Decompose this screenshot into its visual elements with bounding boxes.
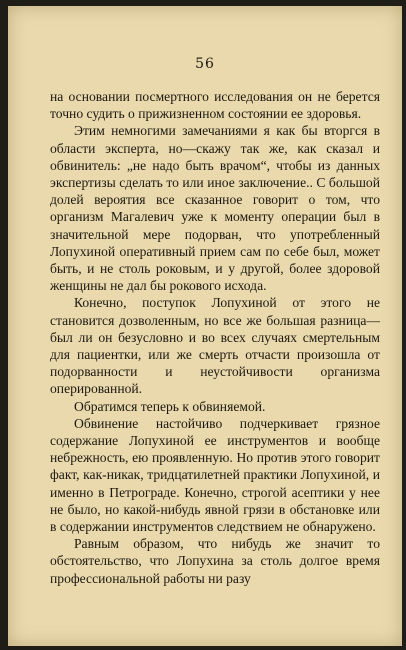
book-page [8,6,402,646]
body-text [50,88,380,587]
paragraph-1: на основании посмертного исследования он не берется точно судить о прижизненном состоянии ее здоровья. [50,89,380,122]
paragraph-3: Конечно, поступок Лопухиной от этого не становится дозволенным, но все же большая разница—был ли он безусловно и во всех случаях смертельным для пациентки, или же смерть отчасти произошла от подорванности и неустойчивости организма оперированной. [50,295,380,397]
paragraph-4: Обратимся теперь к обвиняемой. [74,398,266,414]
paragraph-2: Этим немногими замечаниями я как бы вторгся в области эксперта, но—скажу так же, как сказал и обвинитель: „не надо быть врачом“, чтобы из данных экспертизы сделать то или иное заключение.. С большой долей вероятия все сказанное говорит о том, что организм Магалевич уже к моменту операции был в значительной мере подорван, что употребленный Лопухиной оперативный прием сам по себе был, может быть, и не столь роковым, и у другой, более здоровой женщины не дал бы рокового исхода. [50,123,380,294]
paragraph-6: Равным образом, что нибудь же значит то обстоятельство, что Лопухина за столь долгое время профессиональной работы ни разу [50,536,380,586]
page-number: 56 [195,56,215,72]
paragraph-5: Обвинение настойчиво подчеркивает грязное содержание Лопухиной ее инструментов и вообще небрежность, ею проявленную. Но против этого говорит факт, как-никак, тридцатилетней практики Лопухиной, и именно в Петрограде. Конечно, строгой асептики у нее не было, но какой-нибудь явной грязи в обстановке или в содержании инструментов следствием не обнаружено. [50,415,380,535]
